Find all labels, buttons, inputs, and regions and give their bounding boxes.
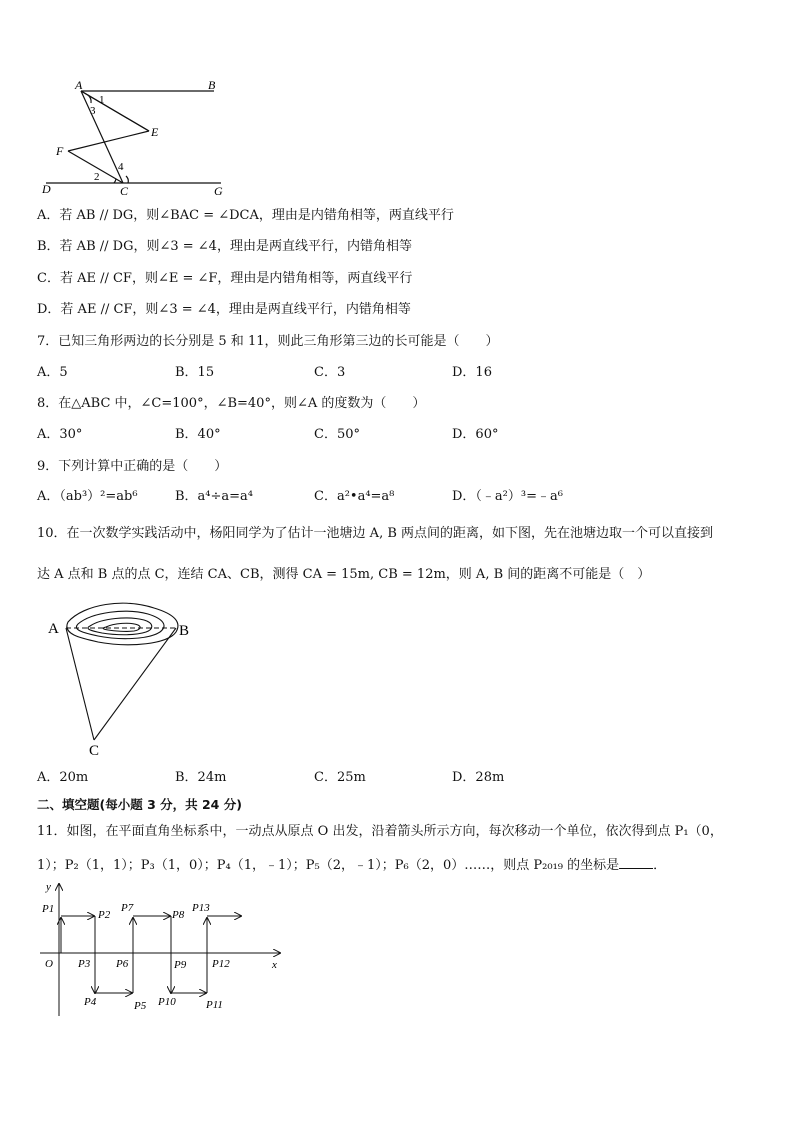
pond-label-A: A [48, 621, 59, 637]
label-D: D [42, 182, 51, 196]
q7-option-a: A．5 [37, 365, 68, 380]
figure-parallel-lines [36, 76, 236, 201]
axis-label-y: y [46, 881, 51, 893]
point-label-p5: P5 [134, 1000, 147, 1012]
figure-pond-triangle [44, 600, 204, 760]
q7-option-c: C．3 [314, 365, 346, 380]
point-label-p4: P4 [84, 996, 97, 1008]
answer-blank[interactable] [619, 856, 653, 869]
q11-stem-line2 [37, 856, 666, 875]
q10-option-d: D．28m [452, 770, 505, 785]
q11-stem-end: ． [653, 858, 667, 873]
point-label-p3: P3 [78, 958, 91, 970]
q7-option-d: D．16 [452, 365, 492, 380]
pond-label-B: B [179, 623, 190, 639]
q9-option-b: B．a⁴÷a=a⁴ [175, 489, 254, 504]
point-label-p6: P6 [116, 958, 129, 970]
q6-option-a: A．若 AB // DG，则∠BAC = ∠DCA，理由是内错角相等，两直线平行 [37, 208, 454, 223]
q9-option-d: D．（﹣a²）³=﹣a⁶ [452, 489, 563, 504]
figure-coordinate-path [36, 878, 286, 1020]
label-angle-1: 1 [99, 94, 105, 106]
q9-stem: 9．下列计算中正确的是（ ） [37, 459, 228, 474]
point-label-p12: P12 [212, 958, 230, 970]
point-label-p1: P1 [42, 903, 55, 915]
origin-label: O [45, 958, 53, 970]
q9-option-c: C．a²•a⁴=a⁸ [314, 489, 395, 504]
label-angle-2: 2 [94, 171, 100, 183]
q8-option-b: B．40° [175, 427, 221, 442]
label-F: F [56, 144, 64, 158]
q10-option-c: C．25m [314, 770, 366, 785]
q10-stem-line2: 达 A 点和 B 点的点 C，连结 CA、CB，测得 CA = 15m, CB = 12m，则 A, B 间的距离不可能是（ ） [37, 567, 651, 582]
label-G: G [214, 184, 223, 198]
label-E: E [151, 125, 159, 139]
q9-option-a: A．（ab³）²=ab⁶ [37, 489, 138, 504]
q6-option-b: B．若 AB // DG，则∠3 = ∠4，理由是两直线平行，内错角相等 [37, 239, 412, 254]
point-label-p7: P7 [121, 902, 134, 914]
point-label-p9: P9 [174, 959, 187, 971]
point-label-p13: P13 [192, 902, 210, 914]
q11-stem-line1: 11．如图，在平面直角坐标系中，一动点从原点 O 出发，沿着箭头所示方向，每次移动一个单位，依次得到点 P₁（0， [37, 824, 723, 839]
q10-option-b: B．24m [175, 770, 227, 785]
label-B: B [208, 78, 216, 92]
q8-option-c: C．50° [314, 427, 360, 442]
label-C: C [120, 184, 129, 198]
q6-option-d: D．若 AE // CF，则∠3 = ∠4，理由是两直线平行，内错角相等 [37, 302, 411, 317]
section-title-fill-in: 二、填空题(每小题 3 分，共 24 分) [37, 797, 242, 812]
label-A: A [75, 78, 83, 92]
q8-option-d: D．60° [452, 427, 499, 442]
q6-option-c: C．若 AE // CF，则∠E = ∠F，理由是内错角相等，两直线平行 [37, 271, 413, 286]
q8-option-a: A．30° [37, 427, 83, 442]
q10-option-a: A．20m [37, 770, 89, 785]
q8-stem: 8．在△ABC 中，∠C=100°，∠B=40°，则∠A 的度数为（ ） [37, 396, 426, 411]
axis-label-x: x [272, 959, 277, 971]
q7-option-b: B．15 [175, 365, 215, 380]
pond-label-C: C [89, 743, 100, 759]
point-label-p8: P8 [172, 909, 185, 921]
point-label-p11: P11 [206, 999, 223, 1011]
q7-stem: 7．已知三角形两边的长分别是 5 和 11，则此三角形第三边的长可能是（ ） [37, 334, 499, 349]
label-angle-3: 3 [90, 105, 96, 117]
label-angle-4: 4 [118, 161, 124, 173]
point-label-p2: P2 [98, 909, 111, 921]
q11-stem-text: 1）；P₂（1，1）；P₃（1，0）；P₄（1，﹣1）；P₅（2，﹣1）；P₆（2，0）……，则点 P₂₀₁₉ 的坐标是 [37, 858, 620, 873]
point-label-p10: P10 [158, 996, 176, 1008]
q10-stem-line1: 10．在一次数学实践活动中，杨阳同学为了估计一池塘边 A, B 两点间的距离，如下图，先在池塘边取一个可以直接到 [37, 526, 714, 541]
